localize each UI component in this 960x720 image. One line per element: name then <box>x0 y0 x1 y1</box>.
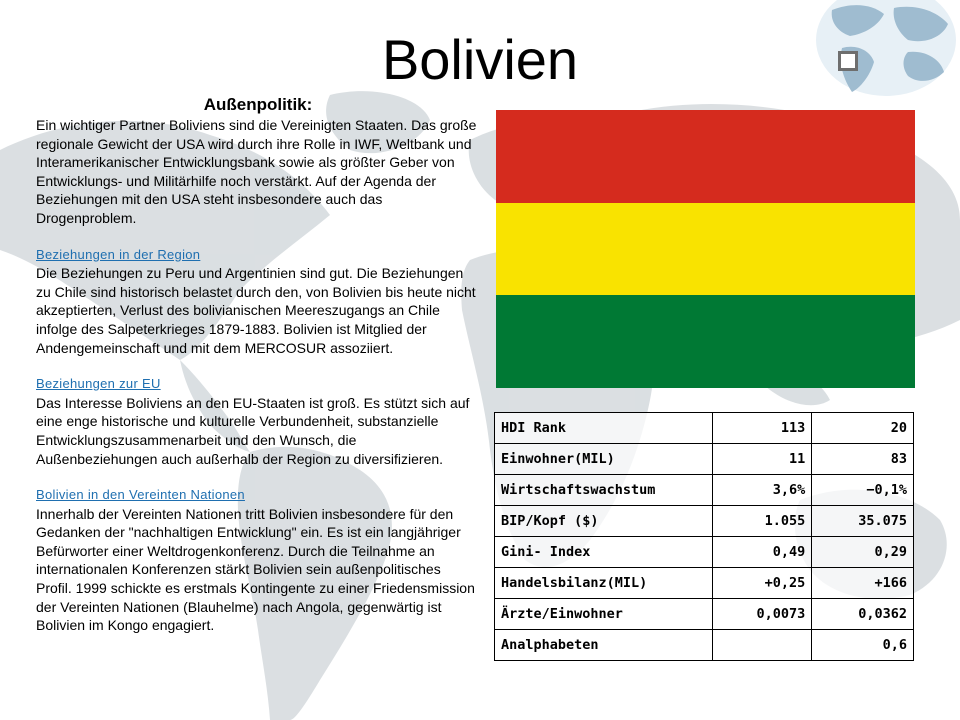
un-section <box>36 486 480 635</box>
comparison-value: 20 <box>812 413 914 444</box>
eu-section <box>36 375 480 468</box>
foreign-policy-text <box>36 94 480 635</box>
table-row <box>495 444 914 475</box>
page-title: Bolivien <box>381 28 579 91</box>
row-label: Gini- Index <box>495 537 713 568</box>
table-row <box>495 537 914 568</box>
row-label: Handelsbilanz(MIL) <box>495 568 713 599</box>
bolivia-value: +0,25 <box>712 568 812 599</box>
region-section <box>36 246 480 358</box>
eu-text: Das Interesse Boliviens an den EU-Staaten ist groß. Es stützt sich auf eine enge historische und kulturelle Verbundenheit, substanzielle Entwicklungszusammenarbeit und den Wunsch, die Außenbeziehungen auch außerhalb der Region zu diversifizieren. <box>36 394 470 467</box>
intro-paragraph: Ein wichtiger Partner Boliviens sind die Vereinigten Staaten. Das große regionale Gewicht der USA wird durch ihre Rolle in IWF, Weltbank und Interamerikanischer Entwicklungsbank sowie als größter Geber von Entwicklungs- und Militärhilfe noch verstärkt. Auf der Agenda der Beziehungen mit den USA steht insbesondere auch das Drogenproblem. <box>36 117 477 226</box>
flag-stripe-green <box>496 295 915 388</box>
comparison-value: 0,29 <box>812 537 914 568</box>
row-label: Einwohner(MIL) <box>495 444 713 475</box>
row-label: Analphabeten <box>495 630 713 661</box>
link-region-relations[interactable]: Beziehungen in der Region <box>36 246 201 262</box>
link-eu-relations[interactable]: Beziehungen zur EU <box>36 376 161 392</box>
comparison-value: 0,0362 <box>812 599 914 630</box>
row-label: Ärzte/Einwohner <box>495 599 713 630</box>
table-row <box>495 599 914 630</box>
bolivia-value: 0,0073 <box>712 599 812 630</box>
comparison-value: 0,6 <box>812 630 914 661</box>
flag-stripe-yellow <box>496 203 915 296</box>
comparison-value: 83 <box>812 444 914 475</box>
comparison-value: 35.075 <box>812 506 914 537</box>
bolivia-value <box>712 630 812 661</box>
comparison-value: +166 <box>812 568 914 599</box>
flag-stripe-red <box>496 110 915 203</box>
bolivia-value: 11 <box>712 444 812 475</box>
table-row <box>495 475 914 506</box>
table-row <box>495 568 914 599</box>
table-row <box>495 630 914 661</box>
comparison-value: −0,1% <box>812 475 914 506</box>
row-label: HDI Rank <box>495 413 713 444</box>
section-heading: Außenpolitik: <box>203 95 313 114</box>
un-text: Innerhalb der Vereinten Nationen tritt Bolivien insbesondere für den Gedanken der "nachhaltigen Entwicklung" ein. Es ist ein langjähriger Befürworter einer Weltdrogenkonferenz. Durch die Teilnahme an internationalen Konferenzen stärkt Bolivien sein außenpolitisches Profil. 1999 schickte es erstmals Kontingente zu einer Friedensmission der Vereinten Nationen (Blauhelme) nach Angola, gegenwärtig ist Bolivien im Kongo engagiert. <box>36 505 475 634</box>
table-row <box>495 506 914 537</box>
bolivia-value: 1.055 <box>712 506 812 537</box>
bolivia-value: 0,49 <box>712 537 812 568</box>
link-united-nations[interactable]: Bolivien in den Vereinten Nationen <box>36 487 245 503</box>
row-label: BIP/Kopf ($) <box>495 506 713 537</box>
bolivia-value: 113 <box>712 413 812 444</box>
comparison-table <box>494 412 914 661</box>
bolivia-value: 3,6% <box>712 475 812 506</box>
table-row <box>495 413 914 444</box>
row-label: Wirtschaftswachstum <box>495 475 713 506</box>
region-text: Die Beziehungen zu Peru und Argentinien sind gut. Die Beziehungen zu Chile sind historisch belastet durch den, von Bolivien bis heute nicht akzeptierten, Verlust des bolivianischen Meereszugangs an Chile infolge des Salpeterkrieges 1879-1883. Bolivien ist Mitglied der Andengemeinschaft und mit dem MERCOSUR assoziiert. <box>36 265 476 356</box>
bolivia-flag <box>496 110 915 388</box>
